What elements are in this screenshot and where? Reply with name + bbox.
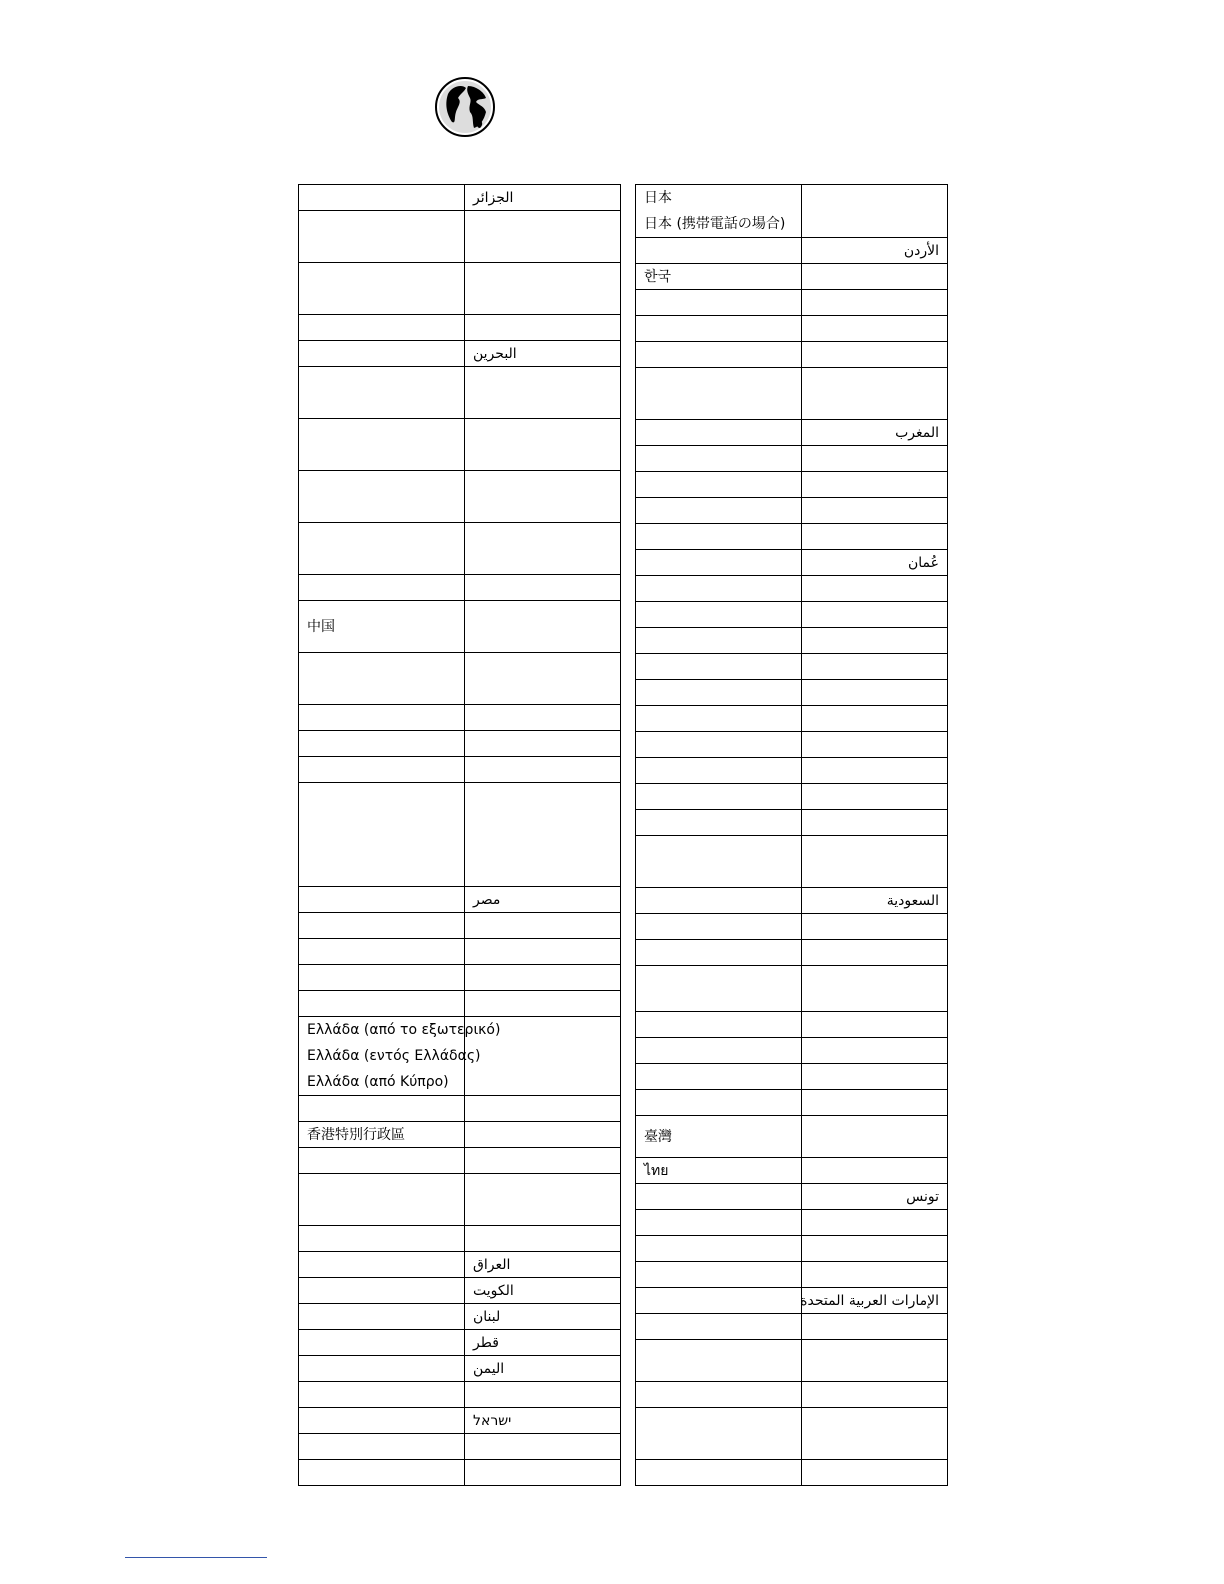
- table-row: [636, 368, 948, 420]
- native-name-cell: [465, 783, 621, 887]
- native-name-cell: [465, 367, 621, 419]
- table-row: [299, 1356, 621, 1382]
- country-cell: [636, 784, 802, 810]
- table-row: [636, 888, 948, 914]
- country-cell: [636, 1210, 802, 1236]
- country-cell: [299, 939, 465, 965]
- native-name-cell: الكويت: [465, 1278, 621, 1304]
- country-cell: [636, 420, 802, 446]
- country-cell: [299, 367, 465, 419]
- native-name-cell: [465, 965, 621, 991]
- native-name-cell: [465, 1122, 621, 1148]
- native-name-cell: ישראל: [465, 1408, 621, 1434]
- native-name-cell: [465, 601, 621, 653]
- left-directory-table: [298, 184, 621, 1486]
- native-name-cell: لبنان: [465, 1304, 621, 1330]
- country-cell: [636, 1090, 802, 1116]
- table-row: [636, 1038, 948, 1064]
- country-cell: [299, 1304, 465, 1330]
- country-cell: [636, 1340, 802, 1382]
- country-cell: ไทย: [636, 1158, 802, 1184]
- country-cell: [299, 523, 465, 575]
- country-cell: [636, 628, 802, 654]
- native-name-cell: [465, 1434, 621, 1460]
- country-cell: [299, 965, 465, 991]
- table-row: [636, 1460, 948, 1486]
- native-name-cell: الجزائر: [465, 185, 621, 211]
- greece-entry: Ελλάδα (από το εξωτερικό): [307, 1022, 501, 1038]
- table-row: [299, 1278, 621, 1304]
- table-row: [636, 1210, 948, 1236]
- country-cell: [636, 316, 802, 342]
- table-row: [299, 315, 621, 341]
- table-row: [299, 575, 621, 601]
- table-row: [636, 576, 948, 602]
- country-cell: [299, 1252, 465, 1278]
- country-cell: [636, 550, 802, 576]
- table-row: [299, 913, 621, 939]
- native-name-cell: [802, 810, 948, 836]
- native-name-cell: [465, 1382, 621, 1408]
- native-name-cell: [802, 1314, 948, 1340]
- native-name-cell: [802, 1340, 948, 1382]
- table-row: [299, 211, 621, 263]
- country-cell: [299, 1174, 465, 1226]
- country-cell: [636, 966, 802, 1012]
- native-name-cell: [802, 628, 948, 654]
- country-cell: [299, 185, 465, 211]
- table-row: [636, 498, 948, 524]
- country-cell: [636, 1408, 802, 1460]
- country-cell: [299, 1148, 465, 1174]
- greece-entry: Ελλάδα (εντός Ελλάδας): [307, 1048, 481, 1064]
- country-cell: [636, 1012, 802, 1038]
- country-cell: [636, 914, 802, 940]
- table-row: [636, 1340, 948, 1382]
- native-name-cell: [802, 706, 948, 732]
- native-name-cell: [465, 315, 621, 341]
- country-cell: [299, 1408, 465, 1434]
- table-row: [299, 341, 621, 367]
- native-name-cell: [802, 602, 948, 628]
- table-row: [636, 914, 948, 940]
- country-cell: [299, 705, 465, 731]
- table-row: [299, 1408, 621, 1434]
- country-cell: [636, 602, 802, 628]
- table-row: [636, 680, 948, 706]
- native-name-cell: تونس: [802, 1184, 948, 1210]
- country-cell: [636, 1262, 802, 1288]
- native-name-cell: المغرب: [802, 420, 948, 446]
- native-name-cell: الإمارات العربية المتحدة: [802, 1288, 948, 1314]
- native-name-cell: [802, 1236, 948, 1262]
- native-name-cell: [802, 940, 948, 966]
- table-row: [636, 1158, 948, 1184]
- native-name-cell: [465, 263, 621, 315]
- country-cell: [636, 368, 802, 420]
- native-name-cell: [465, 1174, 621, 1226]
- country-cell: [636, 498, 802, 524]
- country-cell: [299, 731, 465, 757]
- native-name-cell: [465, 991, 621, 1017]
- native-name-cell: [465, 653, 621, 705]
- table-row: [636, 238, 948, 264]
- table-row: [299, 1174, 621, 1226]
- table-row: [299, 1148, 621, 1174]
- table-row: [636, 420, 948, 446]
- native-name-cell: [802, 1064, 948, 1090]
- native-name-cell: [802, 264, 948, 290]
- native-name-cell: [802, 966, 948, 1012]
- table-row: [636, 1408, 948, 1460]
- native-name-cell: [802, 914, 948, 940]
- native-name-cell: [802, 316, 948, 342]
- country-cell: [299, 757, 465, 783]
- table-row: [636, 1314, 948, 1340]
- country-cell: [636, 836, 802, 888]
- table-row: [299, 601, 621, 653]
- table-row: [299, 757, 621, 783]
- native-name-cell: [802, 654, 948, 680]
- japan-entry: 日本 (携帯電話の場合): [644, 216, 786, 232]
- table-row: [636, 1382, 948, 1408]
- native-name-cell: [465, 1096, 621, 1122]
- country-cell: 한국: [636, 264, 802, 290]
- country-cell: [299, 1278, 465, 1304]
- native-name-cell: [802, 1210, 948, 1236]
- country-cell: [299, 315, 465, 341]
- native-name-cell: [465, 471, 621, 523]
- table-row: [636, 966, 948, 1012]
- country-cell: [636, 680, 802, 706]
- country-cell: [299, 1382, 465, 1408]
- footer-divider: [125, 1557, 267, 1558]
- country-cell: [636, 940, 802, 966]
- country-cell: [636, 524, 802, 550]
- table-row: [299, 1434, 621, 1460]
- native-name-cell: [465, 705, 621, 731]
- country-cell: [636, 1460, 802, 1486]
- native-name-cell: [802, 758, 948, 784]
- country-cell: [299, 471, 465, 523]
- country-cell: 香港特別行政區: [299, 1122, 465, 1148]
- country-cell: [636, 185, 802, 238]
- table-row: [636, 836, 948, 888]
- table-row: [299, 471, 621, 523]
- table-row: [299, 705, 621, 731]
- table-row: [299, 991, 621, 1017]
- table-row: [299, 1330, 621, 1356]
- country-cell: [299, 1226, 465, 1252]
- table-row: [636, 342, 948, 368]
- table-row: [299, 523, 621, 575]
- native-name-cell: [802, 680, 948, 706]
- country-cell: 中国: [299, 601, 465, 653]
- right-directory-table: [635, 184, 948, 1486]
- native-name-cell: [802, 1408, 948, 1460]
- native-name-cell: [802, 836, 948, 888]
- table-row: [636, 1288, 948, 1314]
- native-name-cell: [802, 290, 948, 316]
- country-cell: [636, 576, 802, 602]
- table-row: [299, 263, 621, 315]
- native-name-cell: [802, 342, 948, 368]
- native-name-cell: [802, 498, 948, 524]
- table-row: [299, 419, 621, 471]
- native-name-cell: [802, 524, 948, 550]
- native-name-cell: [802, 784, 948, 810]
- table-row: [299, 653, 621, 705]
- native-name-cell: [465, 1148, 621, 1174]
- country-cell: [636, 1236, 802, 1262]
- table-row: [636, 290, 948, 316]
- native-name-cell: [465, 939, 621, 965]
- native-name-cell: [465, 1226, 621, 1252]
- native-name-cell: [465, 1460, 621, 1486]
- table-row: [636, 1090, 948, 1116]
- greece-entry: Ελλάδα (από Κύπρο): [307, 1074, 449, 1090]
- country-cell: [299, 263, 465, 315]
- table-row: [636, 628, 948, 654]
- country-cell: [636, 472, 802, 498]
- native-name-cell: [802, 1158, 948, 1184]
- table-row: [636, 706, 948, 732]
- country-cell: [636, 706, 802, 732]
- country-cell: [636, 758, 802, 784]
- table-row: [299, 887, 621, 913]
- native-name-cell: [465, 757, 621, 783]
- table-row: [636, 654, 948, 680]
- table-row: [299, 783, 621, 887]
- native-name-cell: [802, 1012, 948, 1038]
- native-name-cell: [802, 1382, 948, 1408]
- native-name-cell: اليمن: [465, 1356, 621, 1382]
- country-cell: [299, 1356, 465, 1382]
- country-cell: [299, 1434, 465, 1460]
- table-row: [299, 1122, 621, 1148]
- country-cell: [299, 653, 465, 705]
- native-name-cell: الأردن: [802, 238, 948, 264]
- native-name-cell: [802, 472, 948, 498]
- country-cell: [299, 341, 465, 367]
- native-name-cell: [802, 1262, 948, 1288]
- country-cell: [299, 991, 465, 1017]
- country-cell: [636, 1184, 802, 1210]
- country-cell: [299, 211, 465, 263]
- japan-entry: 日本: [644, 190, 672, 206]
- table-row: [299, 1304, 621, 1330]
- native-name-cell: [802, 446, 948, 472]
- native-name-cell: [802, 732, 948, 758]
- table-row: [299, 185, 621, 211]
- country-cell: [636, 1288, 802, 1314]
- native-name-cell: [465, 913, 621, 939]
- table-row: [636, 1262, 948, 1288]
- country-cell: [299, 1096, 465, 1122]
- native-name-cell: [802, 368, 948, 420]
- globe-icon: [434, 76, 496, 138]
- native-name-cell: [802, 1460, 948, 1486]
- table-row: [636, 524, 948, 550]
- country-cell: [636, 446, 802, 472]
- country-cell: [636, 810, 802, 836]
- table-row: [636, 185, 948, 238]
- native-name-cell: [802, 1038, 948, 1064]
- country-cell: [636, 732, 802, 758]
- table-row: [299, 1252, 621, 1278]
- country-cell: [636, 888, 802, 914]
- table-row: [636, 784, 948, 810]
- table-row: [636, 1012, 948, 1038]
- table-row: [636, 472, 948, 498]
- country-cell: [299, 783, 465, 887]
- native-name-cell: عُمان: [802, 550, 948, 576]
- native-name-cell: [802, 1090, 948, 1116]
- country-cell: [299, 1330, 465, 1356]
- table-row: [636, 1116, 948, 1158]
- native-name-cell: [465, 419, 621, 471]
- table-row: [636, 810, 948, 836]
- native-name-cell: [465, 575, 621, 601]
- native-name-cell: العراق: [465, 1252, 621, 1278]
- table-row: [299, 1017, 621, 1096]
- country-cell: [299, 419, 465, 471]
- country-cell: [636, 238, 802, 264]
- native-name-cell: [465, 523, 621, 575]
- table-row: [636, 264, 948, 290]
- native-name-cell: السعودية: [802, 888, 948, 914]
- country-cell: [636, 290, 802, 316]
- table-row: [299, 1096, 621, 1122]
- table-row: [299, 965, 621, 991]
- country-cell: [299, 1017, 501, 1096]
- native-name-cell: [802, 1116, 948, 1158]
- table-row: [636, 1236, 948, 1262]
- table-row: [299, 1382, 621, 1408]
- table-row: [299, 731, 621, 757]
- table-row: [636, 940, 948, 966]
- country-cell: 臺灣: [636, 1116, 802, 1158]
- table-row: [636, 550, 948, 576]
- native-name-cell: [465, 211, 621, 263]
- country-cell: [299, 887, 465, 913]
- country-cell: [299, 913, 465, 939]
- table-row: [299, 939, 621, 965]
- table-row: [636, 446, 948, 472]
- table-row: [636, 758, 948, 784]
- country-cell: [636, 1064, 802, 1090]
- native-name-cell: قطر: [465, 1330, 621, 1356]
- table-row: [636, 602, 948, 628]
- country-cell: [299, 1460, 465, 1486]
- country-cell: [299, 575, 465, 601]
- country-cell: [636, 1314, 802, 1340]
- table-row: [299, 1460, 621, 1486]
- native-name-cell: مصر: [465, 887, 621, 913]
- native-name-cell: البحرين: [465, 341, 621, 367]
- table-row: [636, 316, 948, 342]
- native-name-cell: [802, 185, 948, 238]
- table-row: [299, 367, 621, 419]
- table-row: [636, 732, 948, 758]
- native-name-cell: [802, 576, 948, 602]
- table-row: [636, 1064, 948, 1090]
- country-cell: [636, 1038, 802, 1064]
- native-name-cell: [465, 731, 621, 757]
- country-cell: [636, 1382, 802, 1408]
- country-cell: [636, 342, 802, 368]
- table-row: [299, 1226, 621, 1252]
- country-cell: [636, 654, 802, 680]
- table-row: [636, 1184, 948, 1210]
